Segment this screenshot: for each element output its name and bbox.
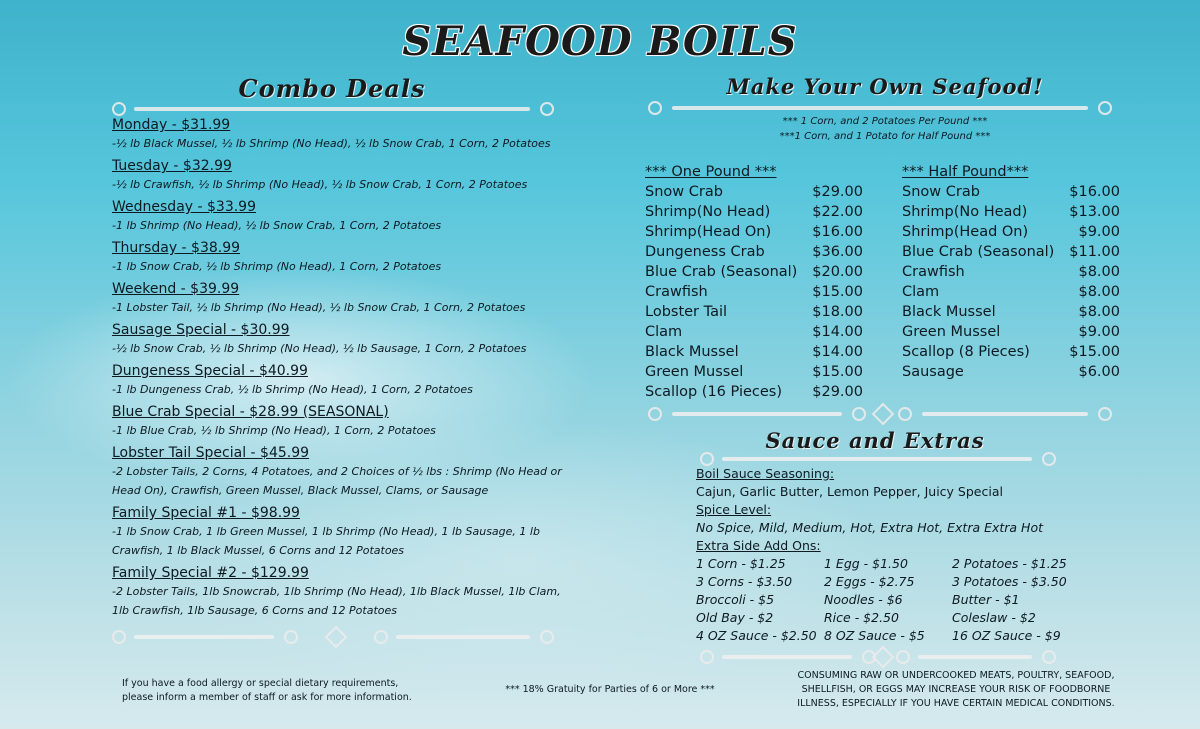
combo-name: Weekend - $39.99 — [112, 281, 240, 297]
item-name: Shrimp(Head On) — [645, 224, 772, 240]
price-row — [645, 282, 863, 302]
price-row — [902, 242, 1120, 262]
side-addon-item: Broccoli - $5 — [696, 592, 775, 607]
side-addon-item: Rice - $2.50 — [824, 610, 899, 625]
warning-line-2: SHELLFISH, OR EGGS MAY INCREASE YOUR RISK OF FOODBORNE — [801, 684, 1111, 695]
price-row — [645, 302, 863, 322]
side-addon-item: 8 OZ Sauce - $5 — [824, 628, 925, 643]
price-row — [902, 322, 1120, 342]
side-addon-item: Coleslaw - $2 — [952, 610, 1036, 625]
combo-item — [112, 564, 572, 620]
page-title: SEAFOOD BOILS — [402, 18, 798, 65]
price-row — [645, 262, 863, 282]
item-price: $18.00 — [812, 304, 863, 320]
item-price: $15.00 — [812, 364, 863, 380]
item-name: Snow Crab — [645, 184, 723, 200]
make-your-own-heading: Make Your Own Seafood! — [726, 74, 1044, 99]
warning-line-1: CONSUMING RAW OR UNDERCOOKED MEATS, POULTRY, SEAFOOD, — [797, 670, 1115, 681]
side-addon-item: 2 Eggs - $2.75 — [824, 574, 915, 589]
combo-item — [112, 157, 572, 194]
item-price: $29.00 — [812, 384, 863, 400]
price-row — [902, 202, 1120, 222]
warning-line-3: ILLNESS, ESPECIALLY IF YOU HAVE CERTAIN MEDICAL CONDITIONS. — [797, 698, 1115, 709]
item-price: $8.00 — [1078, 284, 1120, 300]
side-addon-item: 16 OZ Sauce - $9 — [952, 628, 1061, 643]
item-name: Sausage — [902, 364, 964, 380]
combo-deals-list — [112, 116, 572, 624]
combo-item — [112, 403, 572, 440]
item-price: $29.00 — [812, 184, 863, 200]
gratuity-notice: *** 18% Gratuity for Parties of 6 or More *** — [505, 684, 715, 695]
item-name: Clam — [645, 324, 683, 340]
price-row — [902, 222, 1120, 242]
item-price: $14.00 — [812, 344, 863, 360]
half-pound-column — [902, 162, 1120, 382]
item-name: Green Mussel — [645, 364, 744, 380]
consumption-warning — [776, 669, 1136, 711]
spice-level-label: Spice Level: — [696, 502, 772, 517]
combo-name: Lobster Tail Special - $45.99 — [112, 445, 310, 461]
combo-name: Family Special #1 - $98.99 — [112, 505, 300, 521]
combo-description: -1 lb Snow Crab, 1 lb Green Mussel, 1 lb Shrimp (No Head), 1 lb Sausage, 1 lb Crawfish, 1 lb Black Mussel, 6 Corns and 12 Potatoes — [112, 525, 540, 557]
combo-description: -1 lb Shrimp (No Head), ½ lb Snow Crab, 1 Corn, 2 Potatoes — [112, 219, 442, 232]
item-name: Shrimp(No Head) — [902, 204, 1028, 220]
combo-name: Sausage Special - $30.99 — [112, 322, 290, 338]
price-row — [902, 362, 1120, 382]
item-price: $16.00 — [1069, 184, 1120, 200]
myo-note-2: ***1 Corn, and 1 Potato for Half Pound *** — [779, 131, 991, 142]
combo-description: -½ lb Snow Crab, ½ lb Shrimp (No Head), ½ lb Sausage, 1 Corn, 2 Potatoes — [112, 342, 527, 355]
item-name: Lobster Tail — [645, 304, 728, 320]
combo-name: Tuesday - $32.99 — [112, 158, 232, 174]
item-price: $14.00 — [812, 324, 863, 340]
price-row — [902, 282, 1120, 302]
item-name: Scallop (8 Pieces) — [902, 344, 1030, 360]
combo-description: -2 Lobster Tails, 1lb Snowcrab, 1lb Shrimp (No Head), 1lb Black Mussel, 1lb Clam, 1lb Crawfish, 1lb Sausage, 6 Corns and 12 Potatoes — [112, 585, 561, 617]
combo-name: Dungeness Special - $40.99 — [112, 363, 308, 379]
combo-description: -1 lb Blue Crab, ½ lb Shrimp (No Head), 1 Corn, 2 Potatoes — [112, 424, 436, 437]
combo-description: -1 lb Snow Crab, ½ lb Shrimp (No Head), 1 Corn, 2 Potatoes — [112, 260, 442, 273]
price-row — [902, 342, 1120, 362]
side-addon-item: 3 Potatoes - $3.50 — [952, 574, 1067, 589]
price-row — [645, 222, 863, 242]
spice-level-values: No Spice, Mild, Medium, Hot, Extra Hot, Extra Extra Hot — [696, 520, 1044, 535]
item-name: Scallop (16 Pieces) — [645, 384, 782, 400]
item-name: Green Mussel — [902, 324, 1001, 340]
item-price: $13.00 — [1069, 204, 1120, 220]
item-name: Crawfish — [645, 284, 708, 300]
item-price: $20.00 — [812, 264, 863, 280]
combo-description: -½ lb Black Mussel, ½ lb Shrimp (No Head), ½ lb Snow Crab, 1 Corn, 2 Potatoes — [112, 137, 551, 150]
combo-name: Family Special #2 - $129.99 — [112, 565, 309, 581]
price-row — [645, 322, 863, 342]
price-row — [645, 342, 863, 362]
price-row — [645, 382, 863, 402]
combo-deals-heading: Combo Deals — [238, 74, 426, 103]
side-addon-item: Noodles - $6 — [824, 592, 903, 607]
item-name: Shrimp(No Head) — [645, 204, 771, 220]
price-row — [645, 202, 863, 222]
seasoning-label: Boil Sauce Seasoning: — [696, 466, 835, 481]
side-addon-item: 1 Egg - $1.50 — [824, 556, 908, 571]
item-name: Snow Crab — [902, 184, 980, 200]
sauce-extras-section — [696, 465, 1096, 645]
extras-divider-bottom — [700, 648, 1060, 666]
combo-item — [112, 280, 572, 317]
side-addon-item: Old Bay - $2 — [696, 610, 774, 625]
one-pound-header: *** One Pound *** — [645, 164, 777, 180]
price-row — [645, 242, 863, 262]
myo-note-1: *** 1 Corn, and 2 Potatoes Per Pound *** — [782, 116, 988, 127]
item-price: $11.00 — [1069, 244, 1120, 260]
item-price: $9.00 — [1078, 324, 1120, 340]
allergy-line-2: please inform a member of staff or ask for more information. — [122, 692, 412, 703]
price-row — [645, 182, 863, 202]
item-name: Blue Crab (Seasonal) — [902, 244, 1055, 260]
combo-item — [112, 362, 572, 399]
combo-divider-bottom — [112, 628, 562, 646]
side-addon-item: 2 Potatoes - $1.25 — [952, 556, 1067, 571]
combo-item — [112, 116, 572, 153]
combo-description: -2 Lobster Tails, 2 Corns, 4 Potatoes, and 2 Choices of ½ lbs : Shrimp (No Head or Head On), Crawfish, Green Mussel, Black Mussel, Clams, or Sausage — [112, 465, 562, 497]
item-price: $22.00 — [812, 204, 863, 220]
side-addon-item: 3 Corns - $3.50 — [696, 574, 793, 589]
price-row — [902, 262, 1120, 282]
item-name: Shrimp(Head On) — [902, 224, 1029, 240]
side-addon-item: 4 OZ Sauce - $2.50 — [696, 628, 817, 643]
combo-item — [112, 198, 572, 235]
item-price: $15.00 — [1069, 344, 1120, 360]
item-price: $8.00 — [1078, 264, 1120, 280]
myo-divider-bottom — [648, 405, 1116, 423]
item-name: Clam — [902, 284, 940, 300]
side-addons-grid — [696, 555, 1096, 645]
combo-name: Wednesday - $33.99 — [112, 199, 256, 215]
combo-item — [112, 504, 572, 560]
price-row — [645, 362, 863, 382]
combo-name: Blue Crab Special - $28.99 (SEASONAL) — [112, 404, 389, 420]
combo-name: Thursday - $38.99 — [112, 240, 241, 256]
item-name: Black Mussel — [902, 304, 996, 320]
combo-item — [112, 321, 572, 358]
item-price: $16.00 — [812, 224, 863, 240]
item-price: $8.00 — [1078, 304, 1120, 320]
item-name: Black Mussel — [645, 344, 739, 360]
side-addon-item: 1 Corn - $1.25 — [696, 556, 786, 571]
item-price: $6.00 — [1078, 364, 1120, 380]
item-price: $15.00 — [812, 284, 863, 300]
side-addons-label: Extra Side Add Ons: — [696, 538, 821, 553]
combo-item — [112, 239, 572, 276]
item-name: Dungeness Crab — [645, 244, 765, 260]
half-pound-header: *** Half Pound*** — [902, 164, 1029, 180]
seasoning-values: Cajun, Garlic Butter, Lemon Pepper, Juicy Special — [696, 484, 1003, 499]
combo-description: -½ lb Crawfish, ½ lb Shrimp (No Head), ½ lb Snow Crab, 1 Corn, 2 Potatoes — [112, 178, 528, 191]
item-price: $9.00 — [1078, 224, 1120, 240]
item-price: $36.00 — [812, 244, 863, 260]
allergy-line-1: If you have a food allergy or special dietary requirements, — [122, 678, 399, 689]
combo-name: Monday - $31.99 — [112, 117, 231, 133]
one-pound-column — [645, 162, 863, 402]
sauce-extras-heading: Sauce and Extras — [765, 428, 985, 453]
price-row — [902, 302, 1120, 322]
price-row — [902, 182, 1120, 202]
item-name: Crawfish — [902, 264, 965, 280]
side-addon-item: Butter - $1 — [952, 592, 1020, 607]
item-name: Blue Crab (Seasonal) — [645, 264, 798, 280]
combo-description: -1 lb Dungeness Crab, ½ lb Shrimp (No Head), 1 Corn, 2 Potatoes — [112, 383, 473, 396]
combo-item — [112, 444, 572, 500]
combo-description: -1 Lobster Tail, ½ lb Shrimp (No Head), ½ lb Snow Crab, 1 Corn, 2 Potatoes — [112, 301, 526, 314]
allergy-notice — [122, 677, 442, 705]
